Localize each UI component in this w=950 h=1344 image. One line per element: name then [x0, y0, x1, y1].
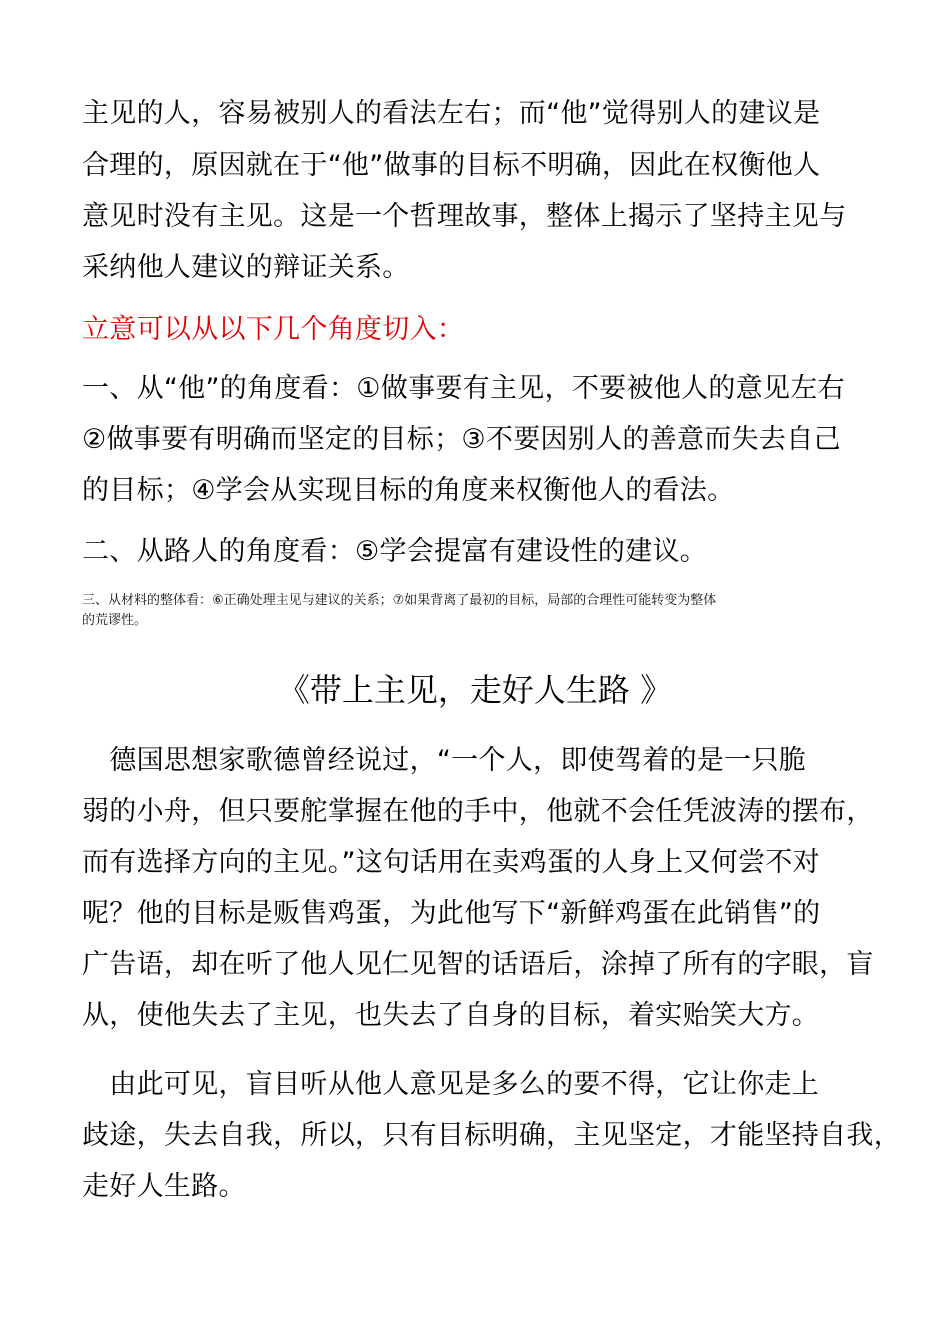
angle3-line-1: 三、从材料的整体看：⑥正确处理主见与建议的关系；⑦如果背离了最初的目标，局部的合理性可能转变为整体	[82, 593, 717, 608]
essay-para2-line-2: 歧途，失去自我，所以，只有目标明确，主见坚定，才能坚持自我，	[82, 1120, 901, 1151]
essay-para1-line-5: 广告语，却在听了他人见仁见智的话语后，涂掉了所有的字眼，盲	[82, 949, 874, 980]
essay-para1-line-4: 呢？他的目标是贩售鸡蛋，为此他写下“新鲜鸡蛋在此销售”的	[82, 898, 821, 929]
paragraph1-line-1: 主见的人，容易被别人的看法左右；而“他”觉得别人的建议是	[82, 98, 821, 129]
essay-para2-line-1: 由此可见，盲目听从他人意见是多么的要不得，它让你走上	[82, 1069, 820, 1100]
essay-para1-line-1: 德国思想家歌德曾经说过，“一个人，即使驾着的是一只脆	[82, 745, 807, 776]
angle1-line-1: 一、从“他”的角度看：①做事要有主见，不要被他人的意见左右	[82, 373, 845, 404]
essay-para1-line-2: 弱的小舟，但只要舵掌握在他的手中，他就不会任凭波涛的摆布，	[82, 796, 874, 827]
paragraph1-line-4: 采纳他人建议的辩证关系。	[82, 252, 410, 283]
essay-para2-line-3: 走好人生路。	[82, 1171, 246, 1202]
essay-para1-line-3: 而有选择方向的主见。”这句话用在卖鸡蛋的人身上又何尝不对	[82, 847, 820, 878]
angle1-line-2: ②做事要有明确而坚定的目标；③不要因别人的善意而失去自己	[82, 424, 841, 455]
angle2-line: 二、从路人的角度看：⑤学会提富有建设性的建议。	[82, 536, 708, 567]
angle3-line-2: 的荒谬性。	[82, 613, 148, 628]
paragraph1-line-2: 合理的，原因就在于“他”做事的目标不明确，因此在权衡他人	[82, 150, 821, 181]
essay-title: 《带上主见，走好人生路 》	[277, 671, 673, 709]
angles-heading: 立意可以从以下几个角度切入：	[82, 314, 465, 345]
angle1-line-3: 的目标；④学会从实现目标的角度来权衡他人的看法。	[82, 475, 735, 506]
paragraph1-line-3: 意见时没有主见。这是一个哲理故事，整体上揭示了坚持主见与	[82, 201, 847, 232]
essay-para1-line-6: 从，使他失去了主见，也失去了自身的目标，着实贻笑大方。	[82, 1000, 820, 1031]
